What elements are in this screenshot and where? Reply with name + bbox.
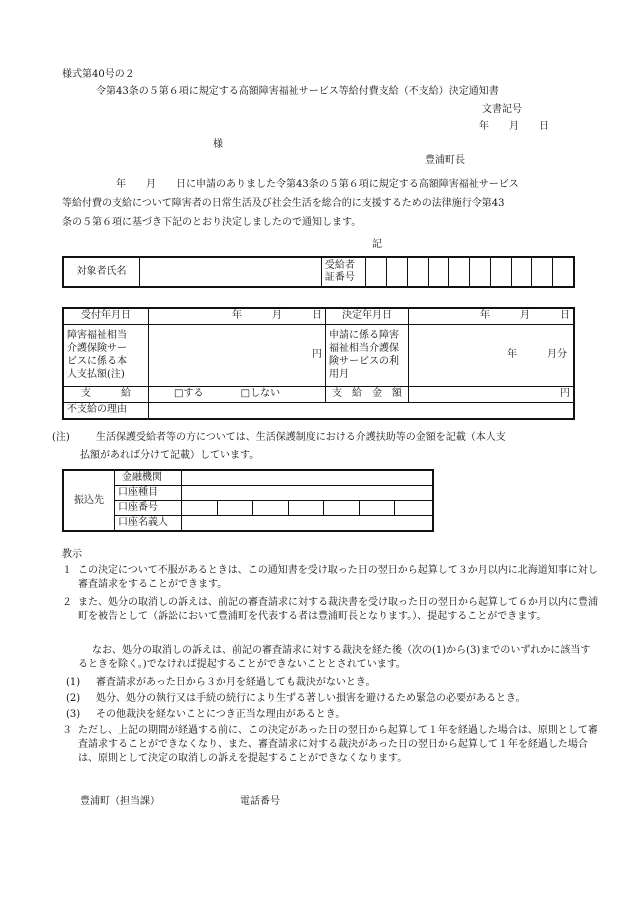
note-line-1: 生活保護受給者等の方については、生活保護制度における介護扶助等の金額を記載（本人支 <box>96 432 506 443</box>
account-holder-label: 口座名義人 <box>115 516 182 532</box>
bank-transfer-label: 振込先 <box>63 470 115 531</box>
account-number-digit <box>288 501 324 516</box>
usage-month-value: 年 月分 <box>409 324 575 386</box>
recipient-table <box>62 256 575 288</box>
burden-amount-label: 障害福祉相当 介護保険サー ビスに係る本 人支払額(注) <box>63 324 149 386</box>
non-payment-reason-value <box>149 402 575 419</box>
instructions-heading: 教示 <box>62 549 82 560</box>
office-label: 豊浦町（担当課） <box>80 796 160 807</box>
recipient-suffix: 様 <box>213 139 223 150</box>
phone-label: 電話番号 <box>240 796 280 807</box>
instruction-mark: ３ <box>62 725 72 736</box>
account-holder-value <box>182 516 434 532</box>
instruction-mark: ２ <box>62 597 72 608</box>
sub-item-mark: (1) <box>66 677 81 688</box>
account-number-digit <box>324 501 360 516</box>
body-line-2: 等給付費の支給について障害者の日常生活及び社会生活を総合的に支援するための法律施行令第43 <box>62 198 505 209</box>
document-number-label: 文書記号 <box>482 104 522 115</box>
account-number-digit <box>359 501 395 516</box>
cert-digit <box>490 257 511 287</box>
account-type-value <box>182 486 434 501</box>
note-line-2: 払額があれば分けて記載）しています。 <box>80 450 260 461</box>
name-label: 対象者氏名 <box>63 257 139 287</box>
ki-label: 記 <box>372 239 382 250</box>
received-date-value: 年 月 日 <box>149 308 326 324</box>
name-value-cell <box>139 257 321 287</box>
cert-digit <box>407 257 428 287</box>
account-number-digit <box>217 501 253 516</box>
payment-no-checkbox[interactable]: □しない <box>240 388 281 399</box>
bank-account-table <box>62 469 434 532</box>
payment-label: 支 給 <box>63 386 149 402</box>
decided-date-value: 年 月 日 <box>409 308 575 324</box>
bank-name-value <box>182 470 434 486</box>
usage-month-label: 申請に係る障害 福祉相当介護保 険サービスの利 用月 <box>326 324 409 386</box>
cert-digit <box>553 257 574 287</box>
instruction-3-text: ただし、上記の期間が経過する前に、この決定があった日の翌日から起算して１年を経過した場合は、原則として審査請求することができなくなり、また、審査請求に対する裁決があった日の翌日から起算して１年を経過した場合は、原則として決定の取消しの訴えを提起することができなくなります。 <box>78 725 598 764</box>
sub-item-1-text: 審査請求があった日から３か月を経過しても裁決がないとき。 <box>96 677 376 688</box>
decided-date-label: 決定年月日 <box>326 308 409 324</box>
cert-digit <box>428 257 449 287</box>
body-line-3: 条の５第６項に基づき下記のとおり決定しましたので通知します。 <box>62 217 362 228</box>
issuer-name: 豊浦町長 <box>425 155 465 166</box>
payment-amount-unit: 円 <box>409 386 575 402</box>
cert-digit <box>366 257 387 287</box>
body-line-1: 年 月 日に申請のありました令第43条の５第６項に規定する高額障害福祉サービス <box>116 179 519 190</box>
account-type-label: 口座種目 <box>115 486 182 501</box>
cert-digit <box>470 257 491 287</box>
account-number-label: 口座番号 <box>115 501 182 516</box>
bank-name-label: 金融機関 <box>115 470 182 486</box>
payment-options <box>149 386 326 402</box>
form-number: 様式第40号の２ <box>62 69 135 80</box>
sub-item-3-text: その他裁決を経ないことにつき正当な理由があるとき。 <box>96 709 346 720</box>
decision-table <box>62 307 575 420</box>
account-number-digit <box>253 501 289 516</box>
document-title: 令第43条の５第６項に規定する高額障害福祉サービス等給付費支給（不支給）決定通知書 <box>96 86 499 97</box>
payment-amount-label: 支 給 金 額 <box>326 386 409 402</box>
cert-label: 受給者 証番号 <box>321 257 366 287</box>
non-payment-reason-label: 不支給の理由 <box>63 402 149 419</box>
cert-digit <box>511 257 532 287</box>
burden-amount-unit: 円 <box>149 324 326 386</box>
sub-item-mark: (3) <box>66 709 81 720</box>
account-number-digit <box>395 501 433 516</box>
cert-digit <box>449 257 470 287</box>
received-date-label: 受付年月日 <box>63 308 149 324</box>
instruction-1-text: この決定について不服があるときは、この通知書を受け取った日の翌日から起算して３か月以内に北海道知事に対し審査請求をすることができます。 <box>78 565 598 590</box>
sub-item-mark: (2) <box>66 693 81 704</box>
instruction-2-text: また、処分の取消しの訴えは、前記の審査請求に対する裁決書を受け取った日の翌日から起算して６か月以内に豊浦町を被告として（訴訟において豊浦町を代表する者は豊浦町長となります。）、提起することができます。 <box>78 597 598 622</box>
sub-item-2-text: 処分、処分の執行又は手続の続行により生ずる著しい損害を避けるため緊急の必要があるとき。 <box>96 693 526 704</box>
payment-yes-checkbox[interactable]: □する <box>174 388 204 399</box>
issue-date: 年 月 日 <box>479 121 549 132</box>
cert-digit <box>387 257 408 287</box>
instruction-2-extra: なお、処分の取消しの訴えは、前記の審査請求に対する裁決を経た後（次の(1)から(3)までのいずれかに該当するときを除く。)でなければ提起することができないこととされています。 <box>78 645 591 670</box>
note-mark: (注) <box>52 432 70 443</box>
cert-digit <box>532 257 553 287</box>
instruction-mark: １ <box>62 565 72 576</box>
account-number-digit <box>182 501 218 516</box>
